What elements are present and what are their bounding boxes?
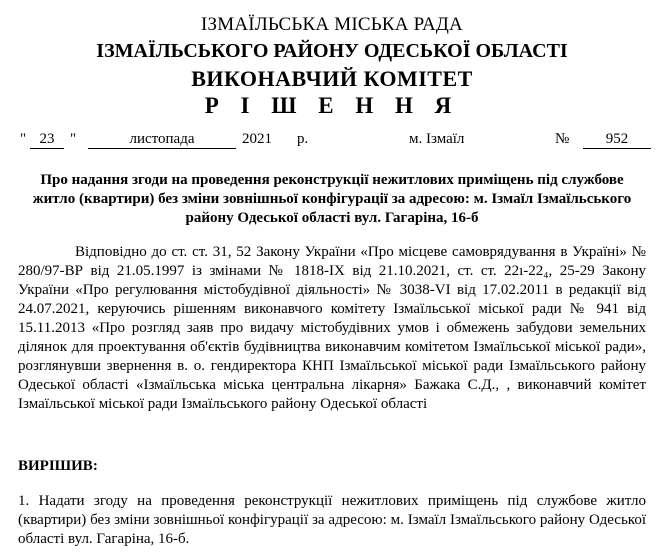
council-name: ІЗМАЇЛЬСЬКА МІСЬКА РАДА xyxy=(201,14,463,35)
committee-name: ВИКОНАВЧИЙ КОМІТЕТ xyxy=(191,66,473,91)
quote-close: " xyxy=(70,131,77,147)
decision-number: 952 xyxy=(583,131,651,149)
document-type: Р І Ш Е Н Н Я xyxy=(204,93,460,118)
year-suffix: р. xyxy=(297,131,309,147)
date-month: листопада xyxy=(88,131,236,149)
number-label: № xyxy=(555,131,570,147)
district-name: ІЗМАЇЛЬСЬКОГО РАЙОНУ ОДЕСЬКОЇ ОБЛАСТІ xyxy=(96,40,568,62)
decision-item-1: 1. Надати згоду на проведення реконструкції нежитлових приміщень під службове житло (квартири) без зміни зовнішньої конфігурації за адресою: м. Ізмаїл Ізмаїльського району Одеської області вул. Гагаріна, 16-б. xyxy=(18,493,646,547)
decided-heading: ВИРІШИВ: xyxy=(18,458,98,474)
decision-title: Про надання згоди на проведення реконструкції нежитлових приміщень під службове житло (квартири) без зміни зовнішньої конфігурації за адресою: м. Ізмаїл Ізмаїльського району Одеської області вул. Гагаріна, 16-б xyxy=(32,172,632,226)
preamble-paragraph: Відповідно до ст. ст. 31, 52 Закону України «Про місцеве самоврядування в Україні» № 280/97-ВР від 21.05.1997 із змінами № 1818-ІХ від 21.10.2021, ст. ст. 22ı-22₄, 25-29 Закону України «Про регулювання містобудівної діяльності» № 3038-VІ від 17.02.2011 в редакції від 24.07.2021, керуючись рішенням виконавчого комітету Ізмаїльської міської ради № 941 від 15.11.2013 «Про розгляд заяв про видачу містобудівних умов і обмежень забудови земельних ділянок для проектування об'єктів будівництва виконавчим комітетом Ізмаїльської міської ради», розглянувши звернення в. о. гендиректора КНП Ізмаїльської міської ради Ізмаїльського району Одеської області «Ізмаїльська міська центральна лікарня» Бажака С.Д., , виконавчий комітет Ізмаїльської міської ради Ізмаїльського району Одеської області xyxy=(18,244,646,412)
quote-open: " xyxy=(20,131,27,147)
date-year: 2021 xyxy=(242,131,272,147)
dateline xyxy=(0,131,664,151)
date-day: 23 xyxy=(30,131,64,149)
place: м. Ізмаїл xyxy=(409,131,465,147)
